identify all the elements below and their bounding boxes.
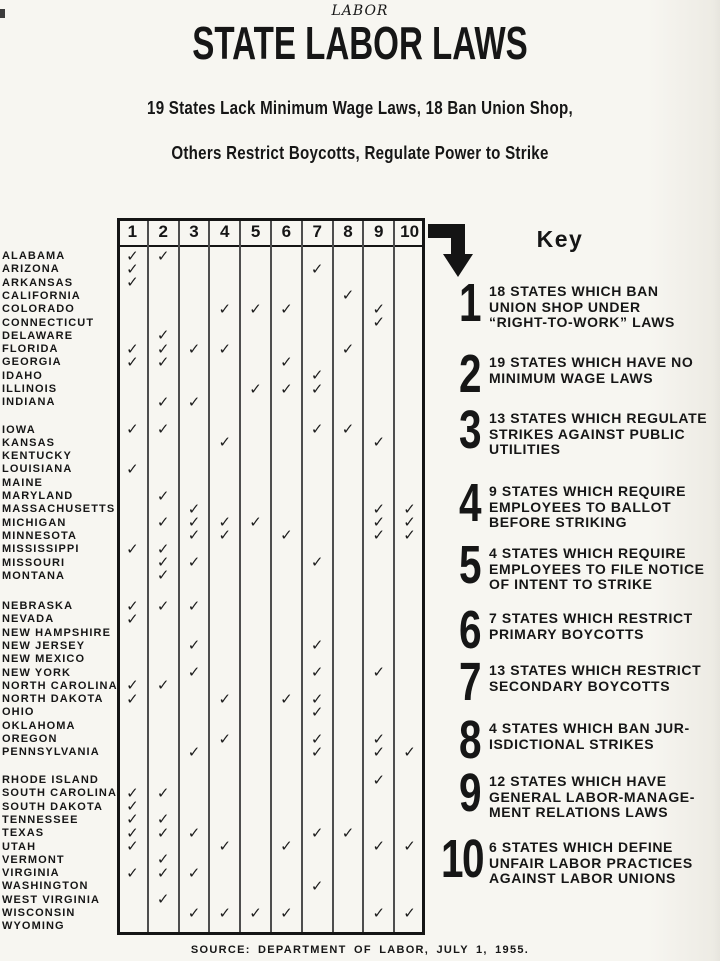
checkmark-icon: ✓ — [187, 392, 201, 411]
key-item-number: 3 — [458, 400, 480, 460]
key-item-number: 7 — [458, 652, 480, 712]
key-title: Key — [536, 226, 584, 252]
state-label-louisiana: LOUISIANA — [2, 463, 73, 476]
key-item-7 — [428, 652, 702, 712]
checkmark-icon: ✓ — [403, 742, 416, 761]
state-label-indiana: INDIANA — [2, 396, 56, 409]
state-label-maine: MAINE — [2, 476, 43, 489]
state-label-utah: UTAH — [2, 840, 37, 853]
checkmark-icon: ✓ — [341, 286, 355, 305]
subtitle-line-2: Others Restrict Boycotts, Regulate Power to Strike — [171, 143, 549, 163]
checkmark-icon: ✓ — [156, 890, 170, 909]
state-label-georgia: GEORGIA — [2, 356, 62, 369]
key-item-line: 12 STATES WHICH HAVE — [489, 773, 667, 789]
checkmark-icon: ✓ — [187, 526, 201, 545]
state-label-kentucky: KENTUCKY — [2, 450, 72, 463]
checkmark-icon: ✓ — [156, 863, 170, 882]
key-item-4 — [428, 473, 687, 533]
state-label-connecticut: CONNECTICUT — [2, 316, 95, 329]
checkmark-icon: ✓ — [341, 339, 355, 358]
state-label-washington: WASHINGTON — [2, 880, 89, 893]
checkmark-icon: ✓ — [187, 742, 201, 761]
checkmark-icon: ✓ — [187, 636, 201, 655]
column-header-1: 1 — [127, 222, 138, 241]
key-item-line: ISDICTIONAL STRIKES — [489, 735, 655, 752]
page-title: STATE LABOR LAWS — [192, 17, 528, 69]
checkmark-icon: ✓ — [126, 823, 139, 842]
key-item-number: 4 — [458, 473, 480, 533]
checkmark-icon: ✓ — [280, 903, 293, 922]
key-item-number: 1 — [458, 273, 480, 333]
checkmark-icon: ✓ — [156, 420, 170, 438]
state-label-arizona: ARIZONA — [2, 263, 60, 276]
checkmark-icon: ✓ — [218, 689, 232, 708]
checkmark-icon: ✓ — [218, 837, 232, 855]
checkmark-icon: ✓ — [372, 742, 386, 761]
key-item-text — [489, 840, 693, 887]
key-item-line: STRIKES AGAINST PUBLIC — [489, 425, 686, 442]
key-item-line: UNION SHOP UNDER — [489, 298, 641, 315]
state-label-south-carolina: SOUTH CAROLINA — [2, 787, 118, 800]
state-label-wyoming: WYOMING — [2, 920, 65, 933]
state-label-montana: MONTANA — [2, 569, 66, 582]
checkmark-icon: ✓ — [310, 636, 324, 655]
column-header-10: 10 — [400, 222, 420, 241]
key-item-line: 4 STATES WHICH BAN JUR- — [489, 720, 690, 736]
checkmark-icon: ✓ — [126, 273, 139, 292]
checkmark-icon: ✓ — [249, 379, 262, 398]
checkmark-icon: ✓ — [372, 313, 386, 331]
checkmark-icon: ✓ — [310, 689, 324, 708]
key-item-line: GENERAL LABOR-MANAGE- — [489, 788, 696, 805]
checkmark-icon: ✓ — [126, 339, 139, 358]
checkmark-icon: ✓ — [126, 837, 139, 855]
checkmark-icon: ✓ — [310, 379, 324, 398]
checkmark-icon: ✓ — [310, 420, 324, 438]
checkmark-icon: ✓ — [126, 596, 139, 615]
checkmark-icon: ✓ — [156, 352, 170, 371]
key-item-line: EMPLOYEES TO FILE NOTICE — [489, 560, 705, 577]
state-label-maryland: MARYLAND — [2, 490, 74, 502]
checkmark-icon: ✓ — [218, 513, 232, 532]
key-item-text — [489, 721, 690, 752]
key-item-number: 2 — [458, 344, 480, 404]
key-item-line: MINIMUM WAGE LAWS — [489, 369, 654, 386]
checkmark-icon: ✓ — [156, 596, 170, 615]
state-label-minnesota: MINNESOTA — [2, 529, 78, 542]
section-kicker: LABOR — [331, 3, 389, 19]
state-label-new-mexico: NEW MEXICO — [2, 653, 86, 666]
checkmark-icon: ✓ — [372, 526, 386, 545]
key-item-3 — [428, 400, 708, 460]
state-label-south-dakota: SOUTH DAKOTA — [2, 800, 103, 813]
key-item-line: 9 STATES WHICH REQUIRE — [489, 483, 687, 499]
checkmark-icon: ✓ — [249, 513, 262, 532]
grid-column-line — [270, 221, 272, 932]
checkmark-icon: ✓ — [403, 513, 416, 532]
checkmark-icon: ✓ — [126, 259, 139, 278]
checkmark-icon: ✓ — [126, 676, 139, 695]
checkmark-icon: ✓ — [187, 553, 201, 571]
checkmark-icon: ✓ — [403, 526, 416, 545]
checkmark-icon: ✓ — [310, 742, 324, 761]
checkmark-icon: ✓ — [156, 486, 170, 505]
checkmark-icon: ✓ — [126, 246, 139, 265]
column-header-7: 7 — [312, 222, 322, 241]
checkmark-icon: ✓ — [156, 339, 170, 358]
checkmark-icon: ✓ — [218, 903, 232, 922]
checkmark-icon: ✓ — [372, 837, 386, 855]
key-item-2 — [428, 344, 694, 404]
checkmark-icon: ✓ — [310, 729, 324, 748]
checkmark-icon: ✓ — [372, 663, 386, 681]
state-label-california: CALIFORNIA — [2, 289, 81, 302]
state-label-new-york: NEW YORK — [2, 666, 72, 679]
state-label-alabama: ALABAMA — [2, 250, 66, 262]
state-label-wisconsin: WISCONSIN — [2, 907, 76, 919]
checkmark-icon: ✓ — [156, 513, 170, 532]
checkmark-icon: ✓ — [341, 420, 355, 438]
checkmark-icon: ✓ — [280, 689, 293, 708]
grid-column-line — [239, 221, 241, 932]
checkmark-icon: ✓ — [372, 513, 386, 532]
key-item-5 — [428, 535, 705, 595]
checkmark-icon: ✓ — [156, 850, 170, 869]
checkmark-icon: ✓ — [187, 499, 201, 518]
state-label-north-carolina: NORTH CAROLINA — [2, 679, 118, 692]
state-label-north-dakota: NORTH DAKOTA — [2, 693, 104, 706]
key-item-number: 10 — [441, 829, 484, 889]
key-item-number: 8 — [458, 710, 480, 770]
key-item-line: 6 STATES WHICH DEFINE — [489, 839, 673, 855]
state-label-rhode-island: RHODE ISLAND — [2, 774, 99, 786]
key-item-line: EMPLOYEES TO BALLOT — [489, 498, 672, 515]
checkmark-icon: ✓ — [156, 810, 170, 829]
state-label-iowa: IOWA — [2, 423, 36, 436]
checkmark-icon: ✓ — [156, 783, 170, 802]
key-item-line: MENT RELATIONS LAWS — [489, 804, 669, 820]
key-item-line: 7 STATES WHICH RESTRICT — [489, 610, 693, 626]
state-label-massachusetts: MASSACHUSETTS — [2, 503, 116, 516]
key-item-number: 6 — [458, 600, 480, 660]
key-item-number: 5 — [458, 535, 480, 595]
state-label-missouri: MISSOURI — [2, 556, 66, 569]
checkmark-icon: ✓ — [280, 379, 293, 398]
key-item-8 — [428, 710, 690, 770]
column-header-3: 3 — [189, 222, 199, 241]
source-note: SOURCE: DEPARTMENT OF LABOR, JULY 1, 1955. — [190, 944, 530, 956]
checkmark-icon: ✓ — [156, 392, 170, 411]
checkmark-icon: ✓ — [156, 326, 170, 345]
checkmark-icon: ✓ — [372, 770, 386, 789]
checkmark-icon: ✓ — [126, 797, 139, 816]
checkmark-icon: ✓ — [403, 499, 416, 518]
checkmark-icon: ✓ — [218, 433, 232, 452]
checkmark-icon: ✓ — [280, 299, 293, 318]
checkmark-icon: ✓ — [280, 837, 293, 855]
checkmark-icon: ✓ — [126, 539, 139, 558]
state-label-oregon: OREGON — [2, 733, 58, 745]
checkmark-icon: ✓ — [126, 420, 139, 438]
key-item-line: PRIMARY BOYCOTTS — [489, 625, 645, 642]
state-label-idaho: IDAHO — [2, 369, 43, 382]
state-label-vermont: VERMONT — [2, 853, 65, 866]
checkmark-icon: ✓ — [156, 553, 170, 571]
checkmark-icon: ✓ — [310, 823, 324, 842]
checkmark-icon: ✓ — [156, 566, 170, 585]
checkmark-icon: ✓ — [156, 676, 170, 695]
key-item-text — [489, 611, 693, 642]
checkmark-icon: ✓ — [218, 299, 232, 318]
key-item-text — [489, 284, 675, 331]
key-item-line: UTILITIES — [489, 441, 561, 457]
column-header-2: 2 — [158, 222, 168, 241]
checkmark-icon: ✓ — [126, 609, 139, 628]
checkmark-icon: ✓ — [156, 823, 170, 842]
key-item-6 — [428, 600, 693, 660]
column-header-9: 9 — [374, 222, 384, 241]
key-item-line: 4 STATES WHICH REQUIRE — [489, 545, 687, 561]
checkmark-icon: ✓ — [156, 246, 170, 265]
key-item-1 — [428, 273, 675, 333]
key-item-line: “RIGHT-TO-WORK” LAWS — [489, 314, 675, 330]
checkmark-icon: ✓ — [372, 499, 386, 518]
checkmark-icon: ✓ — [126, 689, 139, 708]
checkmark-icon: ✓ — [126, 810, 139, 829]
checkmark-icon: ✓ — [403, 903, 416, 922]
key-item-9 — [428, 763, 696, 823]
key-item-text — [489, 355, 693, 386]
checkmark-icon: ✓ — [187, 513, 201, 532]
checkmark-icon: ✓ — [310, 553, 324, 571]
checkmark-icon: ✓ — [372, 299, 386, 318]
state-label-oklahoma: OKLAHOMA — [2, 719, 76, 732]
state-label-ohio: OHIO — [2, 706, 35, 719]
checkmark-icon: ✓ — [187, 903, 201, 922]
checkmark-icon: ✓ — [280, 352, 293, 371]
checkmark-icon: ✓ — [126, 352, 139, 371]
checkmark-icon: ✓ — [403, 837, 416, 855]
checkmark-icon: ✓ — [187, 863, 201, 882]
column-header-6: 6 — [281, 222, 292, 241]
checkmark-icon: ✓ — [218, 526, 232, 545]
state-label-nevada: NEVADA — [2, 613, 55, 626]
column-header-8: 8 — [343, 222, 353, 241]
checkmark-icon: ✓ — [126, 459, 139, 478]
state-label-new-hampshire: NEW HAMPSHIRE — [2, 626, 112, 639]
key-item-line: UNFAIR LABOR PRACTICES — [489, 854, 693, 871]
state-label-michigan: MICHIGAN — [2, 516, 67, 529]
checkmark-icon: ✓ — [187, 596, 201, 615]
state-label-texas: TEXAS — [2, 827, 45, 840]
state-label-nebraska: NEBRASKA — [2, 600, 74, 612]
key-item-text — [489, 411, 707, 458]
state-label-illinois: ILLINOIS — [2, 383, 58, 395]
checkmark-icon: ✓ — [187, 823, 201, 842]
column-header-5: 5 — [250, 222, 261, 241]
checkmark-icon: ✓ — [372, 729, 386, 748]
key-item-number: 9 — [458, 763, 480, 823]
state-label-arkansas: ARKANSAS — [2, 276, 74, 289]
checkmark-icon: ✓ — [310, 366, 324, 385]
state-label-virginia: VIRGINIA — [2, 867, 60, 880]
checkmark-icon: ✓ — [372, 903, 386, 922]
state-label-mississippi: MISSISSIPPI — [2, 543, 80, 556]
checkmark-icon: ✓ — [372, 433, 386, 452]
key-item-line: AGAINST LABOR UNIONS — [489, 870, 676, 886]
key-item-line: SECONDARY BOYCOTTS — [489, 677, 671, 694]
key-item-text — [489, 546, 705, 593]
checkmark-icon: ✓ — [187, 339, 201, 358]
key-item-line: 13 STATES WHICH REGULATE — [489, 410, 708, 426]
checkmark-icon: ✓ — [218, 339, 232, 358]
state-label-florida: FLORIDA — [2, 343, 59, 356]
checkmark-icon: ✓ — [310, 663, 324, 681]
checkmark-icon: ✓ — [310, 702, 324, 721]
checkmark-icon: ✓ — [126, 863, 139, 882]
checkmark-icon: ✓ — [156, 539, 170, 558]
state-label-west-virginia: WEST VIRGINIA — [2, 893, 101, 906]
state-label-colorado: COLORADO — [2, 303, 75, 316]
state-label-delaware: DELAWARE — [2, 329, 74, 342]
key-item-line: 18 STATES WHICH BAN — [489, 283, 659, 299]
key-item-line: 13 STATES WHICH RESTRICT — [489, 662, 702, 678]
checkmark-icon: ✓ — [249, 299, 262, 318]
state-label-new-jersey: NEW JERSEY — [2, 639, 86, 652]
subtitle-line-1: 19 States Lack Minimum Wage Laws, 18 Ban Union Shop, — [147, 98, 573, 118]
key-item-line: BEFORE STRIKING — [489, 514, 628, 530]
checkmark-icon: ✓ — [341, 823, 355, 842]
key-item-line: 19 STATES WHICH HAVE NO — [489, 354, 694, 370]
checkmark-icon: ✓ — [310, 259, 324, 278]
checkmark-icon: ✓ — [218, 729, 232, 748]
state-label-pennsylvania: PENNSYLVANIA — [2, 746, 100, 759]
checkmark-icon: ✓ — [280, 526, 293, 545]
key-item-text — [489, 774, 695, 821]
checkmark-icon: ✓ — [187, 663, 201, 681]
key-item-line: OF INTENT TO STRIKE — [489, 576, 653, 592]
state-label-tennessee: TENNESSEE — [2, 813, 79, 826]
checkmark-icon: ✓ — [126, 783, 139, 802]
state-label-kansas: KANSAS — [2, 436, 56, 449]
key-item-text — [489, 484, 686, 531]
checkmark-icon: ✓ — [310, 876, 324, 895]
checkmark-icon: ✓ — [249, 903, 262, 922]
column-header-4: 4 — [220, 222, 230, 241]
key-item-text — [489, 663, 701, 694]
key-item-10 — [428, 829, 693, 889]
